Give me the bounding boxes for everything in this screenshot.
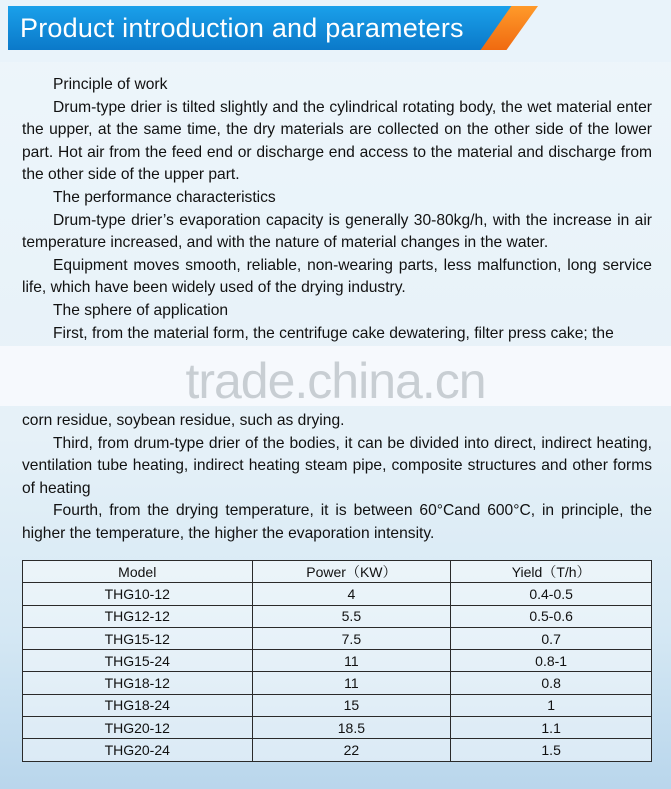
cell-power: 11 [252, 672, 451, 694]
cell-power: 4 [252, 583, 451, 605]
performance-paragraph-1: Drum-type drier’s evaporation capacity is generally 30-80kg/h, with the increase in air temperature increased, and with the nature of material changes in the water. [22, 211, 652, 252]
principle-paragraph: Drum-type drier is tilted slightly and the cylindrical rotating body, the wet material enter the upper, at the same time, the dry materials are collected on the other side of the lower part. Hot air from the feed end or discharge end access to the material and discharge from the other side of the upper part. [22, 98, 652, 184]
table-row [23, 694, 652, 716]
cell-model: THG18-12 [23, 672, 253, 694]
cell-power: 5.5 [252, 605, 451, 627]
cell-yield: 0.7 [451, 627, 652, 649]
cell-model: THG15-12 [23, 627, 253, 649]
cell-yield: 0.8-1 [451, 650, 652, 672]
cell-model: THG12-12 [23, 605, 253, 627]
cell-model: THG20-12 [23, 717, 253, 739]
cell-power: 11 [252, 650, 451, 672]
cell-yield: 0.8 [451, 672, 652, 694]
performance-heading: The performance characteristics [53, 188, 276, 206]
performance-paragraph-2: Equipment moves smooth, reliable, non-wearing parts, less malfunction, long service life, which have been widely used of the drying industry. [22, 256, 652, 297]
column-header-power: Power（KW） [252, 561, 451, 583]
table-row [23, 627, 652, 649]
page-title: Product introduction and parameters [20, 13, 464, 43]
application-paragraph-2: corn residue, soybean residue, such as drying. [22, 412, 345, 429]
cell-model: THG15-24 [23, 650, 253, 672]
column-header-yield: Yield（T/h） [451, 561, 652, 583]
table-row [23, 650, 652, 672]
application-paragraph-3: Third, from drum-type drier of the bodies, it can be divided into direct, indirect heating, ventilation tube heating, indirect heating steam pipe, composite structures and other forms of heating [22, 434, 652, 497]
cell-yield: 0.4-0.5 [451, 583, 652, 605]
table-row [23, 739, 652, 761]
intro-section [22, 74, 652, 345]
cell-power: 22 [252, 739, 451, 761]
cell-power: 18.5 [252, 717, 451, 739]
cell-model: THG20-24 [23, 739, 253, 761]
application-paragraph-1: First, from the material form, the centrifuge cake dewatering, filter press cake; the [53, 324, 614, 342]
table-row [23, 605, 652, 627]
cell-yield: 1 [451, 694, 652, 716]
column-header-model: Model [23, 561, 253, 583]
table-row [23, 717, 652, 739]
application-heading: The sphere of application [53, 301, 229, 319]
cell-yield: 1.5 [451, 739, 652, 761]
cell-yield: 1.1 [451, 717, 652, 739]
cell-model: THG18-24 [23, 694, 253, 716]
cell-power: 7.5 [252, 627, 451, 649]
table-row [23, 583, 652, 605]
application-section-continued [22, 410, 652, 546]
parameters-table [22, 560, 652, 762]
cell-model: THG10-12 [23, 583, 253, 605]
table-header-row [23, 561, 652, 583]
table-row [23, 672, 652, 694]
cell-yield: 0.5-0.6 [451, 605, 652, 627]
watermark-text: trade.china.cn [185, 353, 486, 409]
cell-power: 15 [252, 694, 451, 716]
principle-heading: Principle of work [53, 76, 168, 93]
application-paragraph-4: Fourth, from the drying temperature, it is between 60°Cand 600°C, in principle, the higher the temperature, the higher the evaporation intensity. [22, 502, 652, 542]
